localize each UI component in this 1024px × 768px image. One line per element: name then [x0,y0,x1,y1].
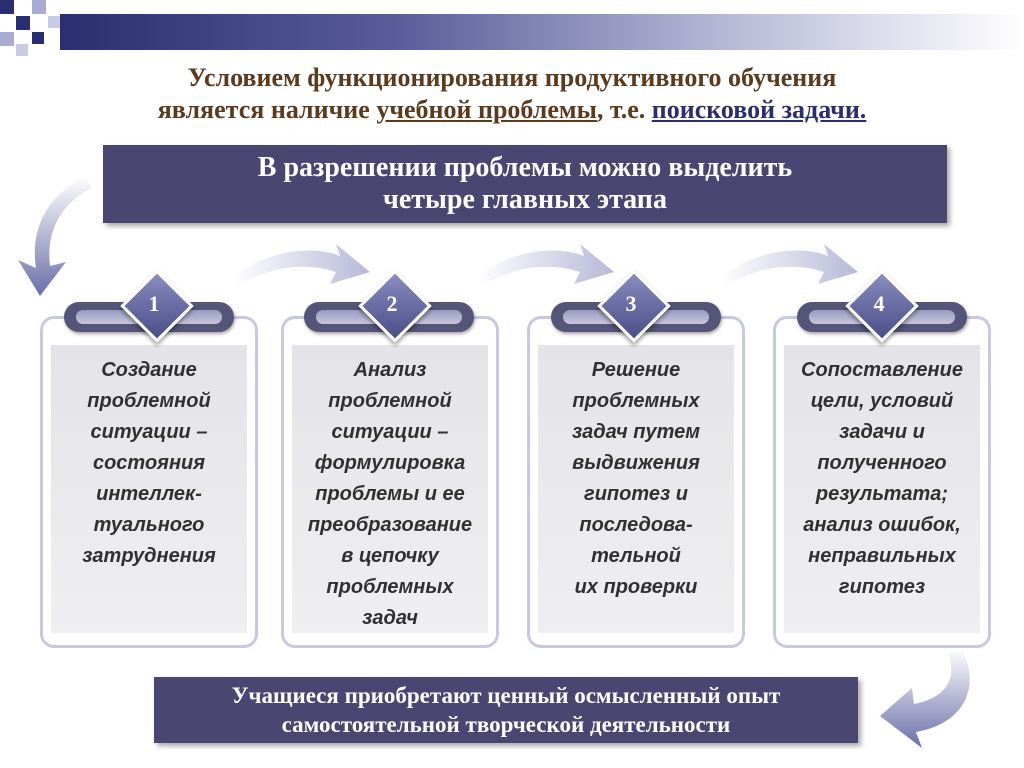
stage-number-1: 1 [148,291,160,316]
stage-description: Сопоставление цели, условий задачи и полученного результата; анализ ошибок, неправильных гипотез [801,359,963,598]
stage-number-4: 4 [873,291,885,316]
header-line-2-prefix: является наличие [157,95,377,124]
arrow-stage-3-to-4 [720,244,858,286]
outcome-line-1: Учащиеся приобретают ценный осмысленный опыт [231,683,781,708]
stage-card-body [292,345,488,633]
stage-card-body [51,345,247,633]
header-line-1: Условием функционирования продуктивного обучения [187,63,837,92]
stage-card-3 [527,316,745,648]
learning-problem-term: учебной проблемы [376,95,597,124]
arrow-stage-2-to-3 [476,244,614,286]
stage-card-2 [281,316,499,648]
stage-number-3: 3 [625,291,637,316]
arrow-stage-1-to-2 [232,244,370,286]
outcome-line-2: самостоятельной творческой деятельности [281,712,731,737]
stage-description: Решение проблемных задач путем выдвижения гипотез и последова- тельной их проверки [571,359,701,598]
search-task-term: поисковой задачи. [651,95,867,124]
stage-description: Создание проблемной ситуации – состояния интеллек- туального затруднения [82,359,216,567]
right-curved-arrow [880,648,970,748]
header-line-2-middle: , т.е. [596,95,652,124]
banner-line-2: четыре главных этапа [383,184,667,215]
stage-card-1 [40,316,258,648]
stage-description: Анализ проблемной ситуации – формулировка проблемы и ее преобразование в цепочку проблемных задач [307,359,473,629]
banner-line-1: В разрешении проблемы можно выделить [257,152,793,183]
left-curved-arrow [18,176,92,296]
outcome-box [154,677,858,743]
stage-card-4 [773,316,991,648]
stage-number-2: 2 [386,291,398,316]
stage-card-body [538,345,734,633]
stage-card-body [784,345,980,633]
